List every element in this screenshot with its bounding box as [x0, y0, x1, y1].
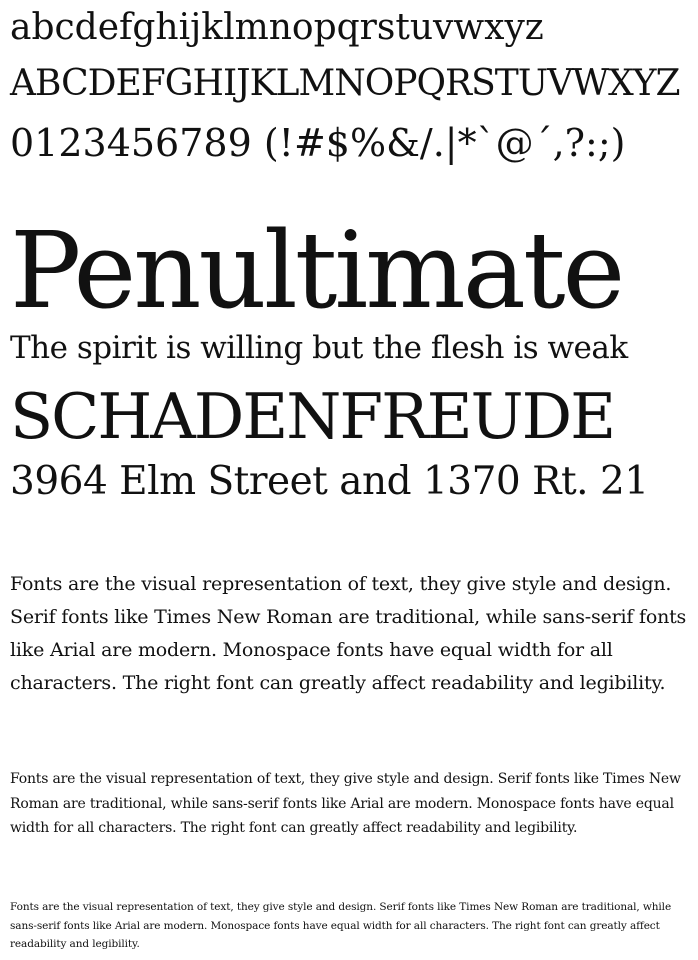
display-word: Penultimate	[10, 209, 623, 332]
digits-and-symbols: 0123456789 (!#$%&/.|*`@´,?:;)	[10, 121, 626, 165]
uppercase-alphabet: ABCDEFGHIJKLMNOPQRSTUVWXYZ	[10, 63, 680, 104]
paragraph-medium: Fonts are the visual representation of text, they give style and design. Serif fonts like Times New Roman are traditional, while sans-serif fonts like Arial are modern. Monospace fonts have equal width for all characters. The right font can greatly affect readability and legibility.	[10, 771, 681, 836]
sample-sentence: The spirit is willing but the flesh is weak	[10, 330, 628, 366]
caps-word: SCHADENFREUDE	[10, 380, 615, 453]
paragraph-small: Fonts are the visual representation of text, they give style and design. Serif fonts like Times New Roman are traditional, while sans-serif fonts like Arial are modern. Monospace fonts have equal width for all characters. The right font can greatly affect readability and legibility.	[10, 901, 672, 950]
paragraph-large: Fonts are the visual representation of text, they give style and design. Serif fonts like Times New Roman are traditional, while sans-serif fonts like Arial are modern. Monospace fonts have equal width for all characters. The right font can greatly affect readability and legibility.	[10, 573, 687, 694]
sample-address: 3964 Elm Street and 1370 Rt. 21	[10, 459, 649, 504]
lowercase-alphabet: abcdefghijklmnopqrstuvwxyz	[10, 7, 544, 48]
